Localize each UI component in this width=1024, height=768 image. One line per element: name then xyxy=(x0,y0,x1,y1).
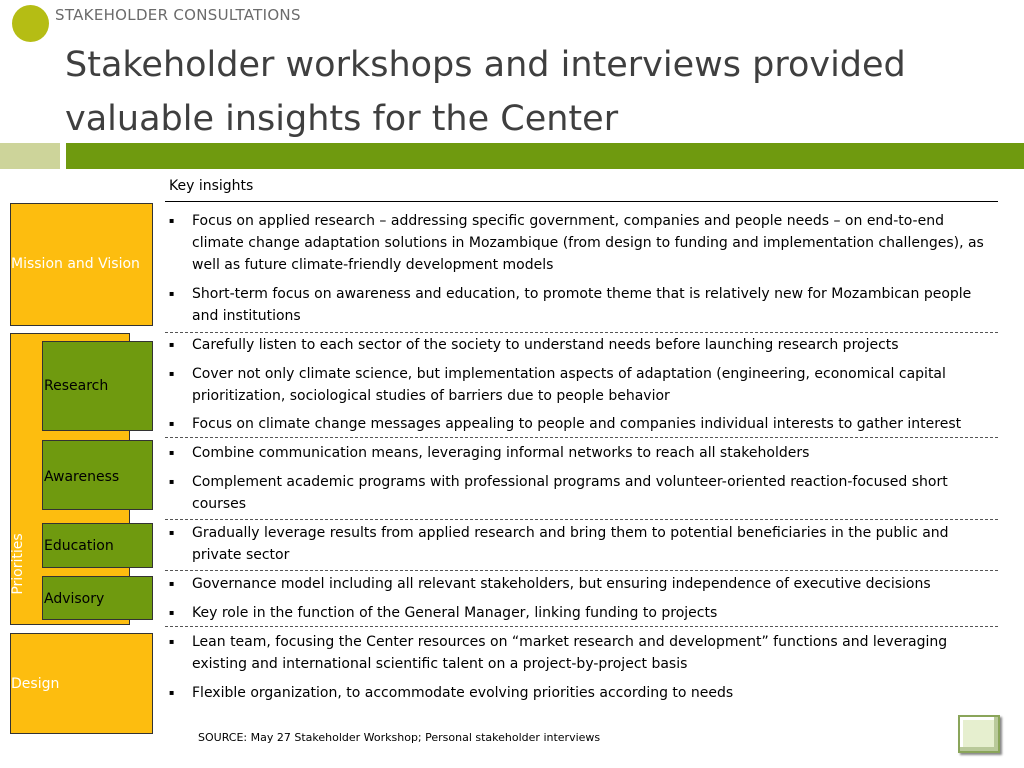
priorities-label: Priorities xyxy=(10,533,26,595)
bullet-icon: ▪ xyxy=(169,448,175,457)
bullet-icon: ▪ xyxy=(169,340,175,349)
title-band-light xyxy=(0,143,60,169)
insight-item xyxy=(169,210,999,276)
insight-item xyxy=(169,442,999,464)
insight-text: Key role in the function of the General Manager, linking funding to projects xyxy=(192,605,718,621)
insight-item xyxy=(169,631,999,675)
insight-item xyxy=(169,283,999,327)
insight-text: Focus on climate change messages appealing to people and companies individual interests to gather interest xyxy=(192,416,962,432)
bullet-icon: ▪ xyxy=(169,477,175,486)
insight-item xyxy=(169,602,999,624)
design-label: Design xyxy=(11,676,60,692)
insight-item xyxy=(169,413,999,435)
section-divider xyxy=(165,519,998,520)
slide-nav-button[interactable] xyxy=(958,715,1000,753)
bullet-icon: ▪ xyxy=(169,688,175,697)
title-band-dark xyxy=(66,143,1024,169)
bullet-icon: ▪ xyxy=(169,216,175,225)
section-divider xyxy=(165,437,998,438)
bullet-icon: ▪ xyxy=(169,419,175,428)
insight-item xyxy=(169,471,999,515)
page-title: Stakeholder workshops and interviews provided valuable insights for the Center xyxy=(65,45,906,139)
insight-text: Cover not only climate science, but implementation aspects of adaptation (engineering, economical capital prioritization, sociological studies of barriers due to people behavior xyxy=(192,366,946,404)
awareness-box xyxy=(42,440,153,510)
insight-text: Focus on applied research – addressing specific government, companies and people needs – on end-to-end climate change adaptation solutions in Mozambique (from design to funding and implementation challenges), as well as future climate-friendly development models xyxy=(192,213,984,273)
insight-text: Complement academic programs with professional programs and volunteer-oriented reaction-focused short courses xyxy=(192,474,948,512)
research-box xyxy=(42,341,153,431)
insight-text: Combine communication means, leveraging informal networks to reach all stakeholders xyxy=(192,445,810,461)
insight-item xyxy=(169,522,999,566)
logo-circle xyxy=(12,5,49,42)
insight-text: Gradually leverage results from applied research and bring them to potential beneficiaries in the public and private sector xyxy=(192,525,949,563)
mission-vision-label: Mission and Vision xyxy=(11,256,140,272)
key-insights-header: Key insights xyxy=(169,178,254,194)
insight-item xyxy=(169,573,999,595)
insight-item xyxy=(169,682,999,704)
research-label: Research xyxy=(44,378,109,394)
bullet-icon: ▪ xyxy=(169,528,175,537)
awareness-label: Awareness xyxy=(44,469,120,485)
bullet-icon: ▪ xyxy=(169,369,175,378)
education-label: Education xyxy=(44,538,114,554)
section-divider xyxy=(165,626,998,627)
section-divider xyxy=(165,332,998,333)
insight-text: Lean team, focusing the Center resources on “market research and development” functions and leveraging existing and international scientific talent on a project-by-project basis xyxy=(192,634,948,672)
section-divider xyxy=(165,570,998,571)
insight-item xyxy=(169,334,999,356)
advisory-box xyxy=(42,576,153,620)
bullet-icon: ▪ xyxy=(169,637,175,646)
section-label: STAKEHOLDER CONSULTATIONS xyxy=(55,6,301,24)
insight-text: Short-term focus on awareness and education, to promote theme that is relatively new for Mozambican people and institutions xyxy=(192,286,972,324)
insight-text: Carefully listen to each sector of the society to understand needs before launching research projects xyxy=(192,337,899,353)
bullet-icon: ▪ xyxy=(169,289,175,298)
header-rule xyxy=(165,201,998,202)
insight-text: Governance model including all relevant stakeholders, but ensuring independence of executive decisions xyxy=(192,576,931,592)
mission-vision-box xyxy=(10,203,153,326)
insight-item xyxy=(169,363,999,407)
source-note: SOURCE: May 27 Stakeholder Workshop; Personal stakeholder interviews xyxy=(198,731,601,744)
education-box xyxy=(42,523,153,568)
bullet-icon: ▪ xyxy=(169,608,175,617)
insight-text: Flexible organization, to accommodate evolving priorities according to needs xyxy=(192,685,734,701)
design-box xyxy=(10,633,153,734)
advisory-label: Advisory xyxy=(44,591,105,607)
bullet-icon: ▪ xyxy=(169,579,175,588)
